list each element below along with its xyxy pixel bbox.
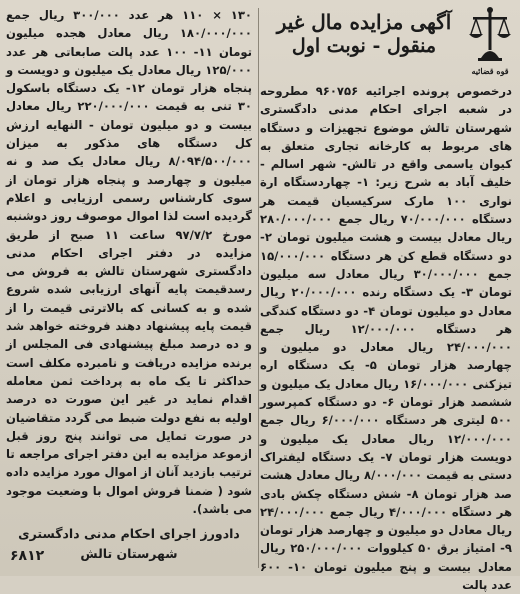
left-column xyxy=(6,6,252,570)
column-divider xyxy=(258,8,259,568)
ad-subtitle: منقول - نوبت اول xyxy=(291,35,437,57)
signature-line-1: دادورز اجرای احکام مدنی دادگستری xyxy=(18,526,240,542)
ad-body-left: ۱۳۰ × ۱۱۰ هر عدد ۳۰۰/۰۰۰ ریال جمع ۱۸۰/۰۰۰/۰۰۰ ریال معادل هجده میلیون تومان ۱۱- ۱۰۰ عدد پالت صابعاتی هر عدد ۱۲۵/۰۰۰ ریال معادل یک میلیون و دویست و پنجاه هزار تومان ۱۲- یک دستگاه باسکول ۳۰ تنی به قیمت ۲۲۰/۰۰۰/۰۰۰ ریال معادل بیست و دو میلیون تومان - النهایه ارزش کل دستگاه های مذکور به میزان ۸/۰۹۴/۵۰۰/۰۰۰ ریال معادل یک صد و نه میلیون و چهارصد و پنجاه هزار تومان از سوی کارشناس رسمی ارزیابی و اعلام گردیده است لذا اموال موصوف روز دوشنبه مورخ ۹۷/۷/۲ ساعت ۱۱ صبح از طریق مزایده در دفتر اجرای احکام مدنی دادگستری شهرستان تالش به فروش می رسدقیمت پایه آنهای ارزیابی شده شروع شده و به کسانی که بالاترتی قیمت را از قیمت پایه پیشنهاد دهند فروخته خواهد شد و ده درصد مبلغ پیشنهادی فی المجلس از برنده مزایده دریافت و نامبرده مکلف است حداکثر تا یک ماه به پرداخت ثمن معامله اقدام نماید در غیر این صورت ده درصد اولیه به نفع دولت ضبط می گردد متقاضیان در صورت تمایل می توانند پنج روز قبل ازموعد مزایده به این دفتر اجرای مراجعه تا ترتیب بازدید آنان از اموال مورد مزایده داده شود ( ضمنا فروش اموال با وضعیت موجود می باشد). xyxy=(6,8,252,517)
right-column xyxy=(260,6,512,594)
signature-line-2: شهرستان تالش xyxy=(80,546,178,562)
ad-header xyxy=(260,6,512,80)
ad-title: آگهی مزایده مال غیر xyxy=(276,10,452,34)
judiciary-emblem xyxy=(468,6,512,80)
judiciary-scales-icon xyxy=(469,6,511,64)
signature-block xyxy=(6,524,252,564)
emblem-caption: قوه قضائیه xyxy=(471,66,509,76)
ad-titles xyxy=(260,6,468,58)
ad-code: ۶۸۱۲ xyxy=(10,548,45,565)
ad-body-right: درخصوص پرونده اجرائیه ۹۶۰۷۵۶ مطروحه در شعبه اجرای احکام مدنی دادگستری شهرستان تالش موضوع تجهیزات و دستگاه های مربوط به کارخانه تجاری متعلق به کیوان یاسمی واقع در تالش- شهر اسالم - خلیف آباد به شرح زیر: ۱- چهاردستگاه ارة نواری ۱۰۰ مارک سرکیسیان قیمت هر دستگاه ۷۰/۰۰۰/۰۰۰ ریال جمع ۲۸۰/۰۰۰/۰۰۰ ریال معادل بیست و هشت میلیون تومان ۲- دو دستگاه قطع کن هر دستگاه ۱۵/۰۰۰/۰۰۰ جمع ۳۰/۰۰۰/۰۰۰ ریال معادل سه میلیون تومان ۳- یک دستگاه رنده ۲۰/۰۰۰/۰۰۰ ریال معادل دو میلیون تومان ۴- دو دستگاه کندگی هر دستگاه ۱۲/۰۰۰/۰۰۰ ریال جمع ۲۴/۰۰۰/۰۰۰ ریال معادل دو میلیون و چهارصد هزار تومان ۵- یک دستگاه اره تیزکنی ۱۶/۰۰۰/۰۰۰ ریال معادل یک میلیون و ششصد هزار تومان ۶- دو دستگاه کمپرسور ۵۰۰ لیتری هر دستگاه ۶/۰۰۰/۰۰۰ ریال جمع ۱۲/۰۰۰/۰۰۰ ریال معادل یک میلیون و دویست هزار تومان ۷- یک دستگاه لیفتراک دستی به قیمت ۸/۰۰۰/۰۰۰ ریال معادل هشت صد هزار تومان ۸- شش دستگاه چکش بادی هر دستگاه ۴/۰۰۰/۰۰۰ ریال جمع ۲۴/۰۰۰/۰۰۰ ریال معادل دو میلیون و چهارصد هزار تومان ۹- امتیاز برق ۵۰ کیلووات ۲۵۰/۰۰۰/۰۰۰ ریال معادل بیست و پنج میلیون تومان ۱۰- ۶۰۰ عدد پالت xyxy=(260,84,513,593)
